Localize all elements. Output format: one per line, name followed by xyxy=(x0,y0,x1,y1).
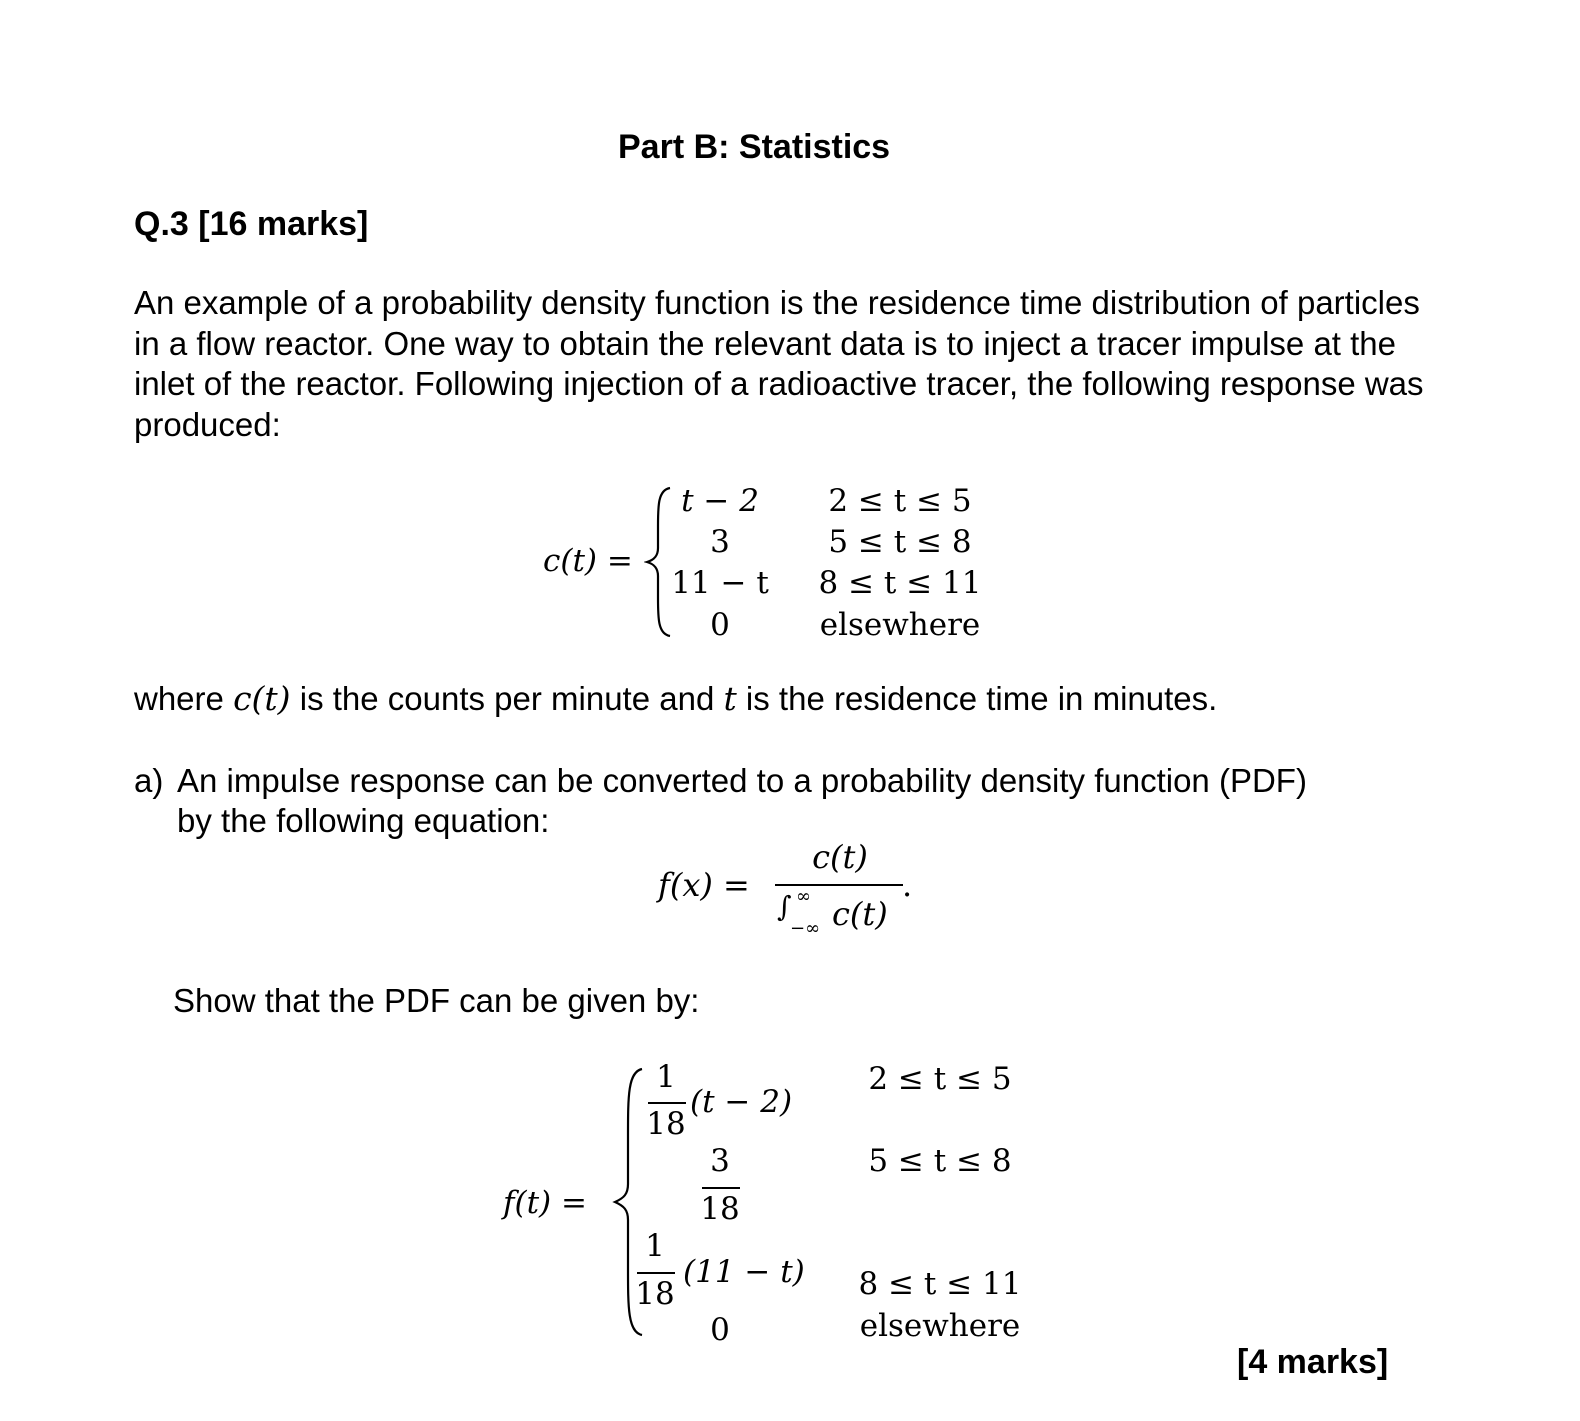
part-a-line-2: by the following equation: xyxy=(177,802,550,839)
ft-case-2-cond: 5 ≤ t ≤ 8 xyxy=(868,1143,1012,1179)
fx-denominator: c(t) xyxy=(832,895,888,933)
where-line xyxy=(134,678,1217,719)
ft-case-1-cond: 2 ≤ t ≤ 5 xyxy=(868,1061,1012,1097)
ft-case-3-rest: (11 − t) xyxy=(683,1254,805,1290)
fx-lhs: f(x) = xyxy=(658,866,750,904)
c-case-4-expr: 0 xyxy=(710,607,730,643)
c-equation-lhs xyxy=(543,543,633,579)
c-case-1-cond: 2 ≤ t ≤ 5 xyxy=(828,483,972,519)
where-text-3: is the residence time in minutes. xyxy=(736,680,1218,717)
where-var-c: c(t) xyxy=(233,679,291,718)
ft-case-2-bar xyxy=(702,1187,740,1189)
ft-case-2-den: 18 xyxy=(700,1191,740,1227)
c-case-4-cond: elsewhere xyxy=(819,607,981,643)
c-case-3-cond: 8 ≤ t ≤ 11 xyxy=(818,565,982,601)
c-case-3-expr: 11 − t xyxy=(671,565,769,601)
c-case-1-expr: t − 2 xyxy=(681,483,759,519)
ft-lhs: f(t) = xyxy=(503,1185,587,1221)
fx-numerator: c(t) xyxy=(812,838,868,876)
fx-fraction-bar xyxy=(775,884,903,886)
ft-case-2-num: 3 xyxy=(710,1143,730,1179)
question-header: Q.3 [16 marks] xyxy=(134,205,369,243)
ft-case-1-rest: (t − 2) xyxy=(690,1084,793,1120)
ft-case-1-num: 1 xyxy=(656,1059,676,1095)
ft-case-3-cond: 8 ≤ t ≤ 11 xyxy=(858,1266,1022,1302)
fx-integral-upper: ∞ xyxy=(796,886,811,907)
intro-paragraph: An example of a probability density function is the residence time distribution of particles in a flow reactor. One way to obtain the relevant data is to inject a tracer impulse at the inlet of the reactor. Following injection of a radioactive tracer, the following response was produced: xyxy=(134,284,1424,443)
where-text-1: where xyxy=(134,680,234,717)
fx-integral-lower: −∞ xyxy=(790,918,821,939)
ft-case-3-bar xyxy=(637,1272,675,1274)
ft-case-4-cond: elsewhere xyxy=(859,1308,1021,1344)
ft-case-1-bar xyxy=(648,1102,686,1104)
c-case-2-cond: 5 ≤ t ≤ 8 xyxy=(828,524,972,560)
where-var-t: t xyxy=(723,679,737,718)
c-lhs-text: c(t) = xyxy=(543,543,633,579)
fx-period: . xyxy=(902,866,913,904)
ft-case-4-expr: 0 xyxy=(710,1312,730,1348)
part-a-label: a) xyxy=(134,762,164,799)
fx-integral-sign: ∫ xyxy=(777,890,792,923)
marks-label: [4 marks] xyxy=(1237,1343,1389,1381)
part-title: Part B: Statistics xyxy=(618,128,891,166)
where-text-2: is the counts per minute and xyxy=(290,680,724,717)
ft-case-3-num: 1 xyxy=(645,1228,665,1264)
ft-case-1-den: 18 xyxy=(646,1106,686,1142)
part-a-line-1: An impulse response can be converted to a probability density function (PDF) xyxy=(177,762,1307,799)
c-case-2-expr: 3 xyxy=(710,524,730,560)
ft-case-3-den: 18 xyxy=(635,1276,675,1312)
show-that-text: Show that the PDF can be given by: xyxy=(173,982,700,1019)
